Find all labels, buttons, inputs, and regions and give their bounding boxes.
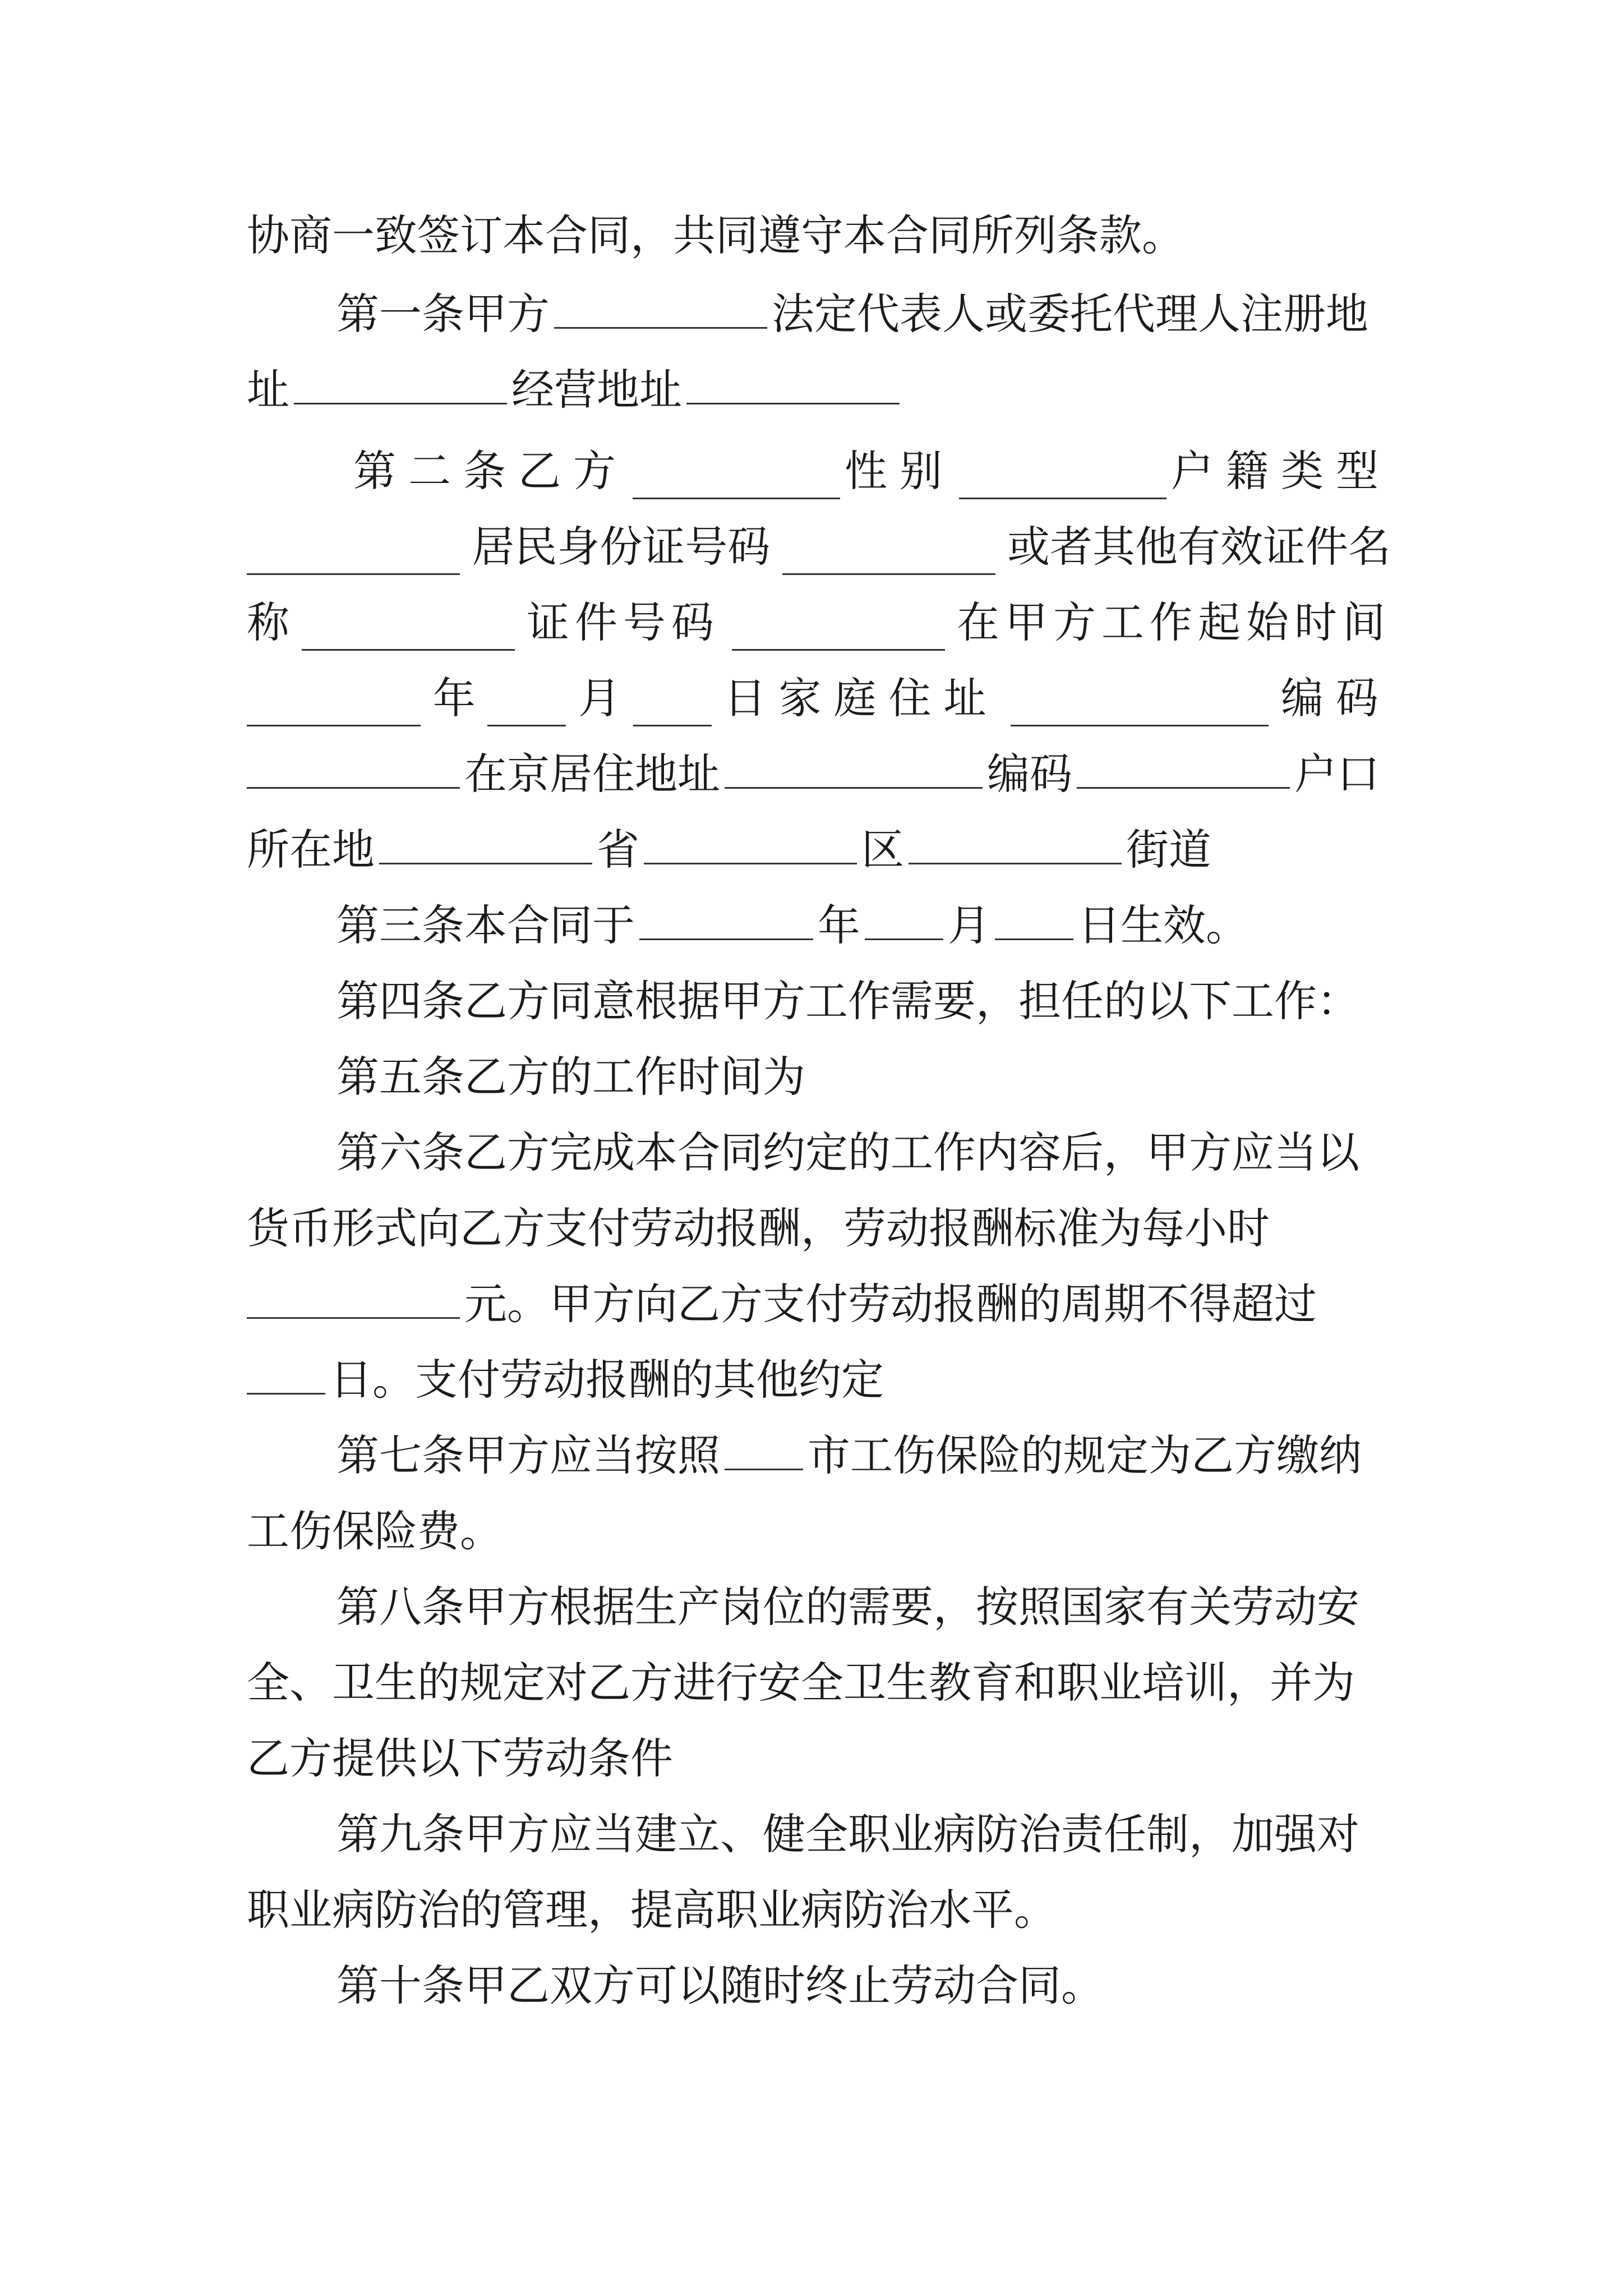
blank-field[interactable] (644, 822, 857, 864)
paragraph-text: 第四条乙方同意根据甲方工作需要，担任的以下工作： (336, 976, 1359, 1026)
paragraph-text: 编码 (1280, 673, 1391, 723)
article-8-line-1 (336, 1579, 1402, 1635)
article-7-line-2 (247, 1503, 1391, 1559)
article-2-line-3 (247, 595, 1391, 651)
article-7-line-1 (336, 1428, 1402, 1484)
paragraph-text: 货币形式向乙方支付劳动报酬，劳动报酬标准为每小时 (247, 1203, 1270, 1253)
blank-field[interactable] (1077, 747, 1290, 789)
paragraph-text: 日生效。 (1078, 900, 1248, 950)
blank-field[interactable] (782, 533, 995, 575)
paragraph-text: 户籍类型 (1171, 446, 1391, 496)
article-8-line-2 (247, 1655, 1391, 1711)
article-2-line-6 (247, 822, 1391, 878)
article-9-line-1 (336, 1806, 1402, 1862)
blank-field[interactable] (302, 609, 515, 651)
article-2-line-4 (247, 670, 1391, 726)
article-5-line (336, 1049, 1402, 1105)
paragraph-text: 或者其他有效证件名 (1007, 522, 1391, 572)
paragraph-text: 省 (597, 825, 639, 875)
blank-field[interactable] (247, 533, 460, 575)
paragraph-text: 乙方提供以下劳动条件 (247, 1733, 673, 1783)
paragraph-text: 月 (948, 900, 990, 950)
blank-field[interactable] (1011, 684, 1269, 726)
paragraph-text: 第九条甲方应当建立、健全职业病防治责任制，加强对 (336, 1809, 1359, 1859)
article-2-line-5 (247, 746, 1391, 802)
paragraph-text: 第八条甲方根据生产岗位的需要，按照国家有关劳动安 (336, 1582, 1359, 1632)
paragraph-text: 职业病防治的管理，提高职业病防治水平。 (247, 1885, 1057, 1935)
paragraph-text: 月 (578, 673, 621, 723)
text-line (247, 208, 1217, 264)
paragraph-text: 协商一致签订本合同，共同遵守本合同所列条款。 (247, 210, 1184, 260)
paragraph-text: 在甲方工作起始时间 (957, 597, 1391, 647)
blank-field[interactable] (725, 747, 983, 789)
paragraph-text: 址 (247, 365, 289, 415)
blank-field[interactable] (247, 1277, 460, 1319)
article-6-line-3 (247, 1276, 1391, 1332)
article-10-line (336, 1958, 1402, 2014)
paragraph-text: 元。甲方向乙方支付劳动报酬的周期不得超过 (464, 1279, 1317, 1329)
article-6-line-2 (247, 1200, 1391, 1257)
paragraph-text: 全、卫生的规定对乙方进行安全卫生教育和职业培训，并为 (247, 1658, 1355, 1708)
blank-field[interactable] (247, 684, 421, 726)
paragraph-text: 市工伤保险的规定为乙方缴纳 (808, 1430, 1362, 1480)
paragraph-text: 街道 (1126, 825, 1211, 875)
paragraph-text: 证件号码 (527, 597, 720, 647)
blank-field[interactable] (865, 898, 943, 940)
blank-field[interactable] (633, 457, 840, 499)
article-1-line-2 (247, 362, 1391, 418)
paragraph-text: 在京居住地址 (464, 749, 720, 799)
paragraph-text: 所在地 (247, 825, 375, 875)
article-2-line-2 (247, 519, 1391, 575)
article-3-line (336, 898, 1402, 954)
paragraph-text: 年 (818, 900, 860, 950)
article-8-line-3 (247, 1731, 1391, 1787)
paragraph-text: 称 (247, 597, 289, 647)
blank-field[interactable] (686, 362, 900, 404)
paragraph-text: 编码 (987, 749, 1072, 799)
paragraph-text: 第三条本合同于 (336, 900, 635, 950)
paragraph-text: 工伤保险费。 (247, 1506, 502, 1556)
paragraph-text: 第一条甲方 (336, 289, 550, 339)
blank-field[interactable] (639, 898, 813, 940)
blank-field[interactable] (725, 1428, 803, 1470)
blank-field[interactable] (247, 1352, 325, 1395)
article-6-line-4 (247, 1352, 1391, 1408)
article-9-line-2 (247, 1882, 1391, 1938)
paragraph-text: 第五条乙方的工作时间为 (336, 1052, 805, 1102)
paragraph-text: 性别 (845, 446, 955, 496)
paragraph-text: 法定代表人或委托代理人注册地 (772, 289, 1368, 339)
blank-field[interactable] (995, 898, 1073, 940)
paragraph-text: 区 (861, 825, 904, 875)
article-1-line-1 (336, 286, 1402, 342)
blank-field[interactable] (554, 287, 767, 329)
paragraph-text: 户口 (1294, 749, 1380, 799)
paragraph-text: 第十条甲乙双方可以随时终止劳动合同。 (336, 1961, 1104, 2010)
paragraph-text: 日家庭住址 (723, 673, 999, 723)
blank-field[interactable] (294, 362, 507, 404)
blank-field[interactable] (487, 684, 566, 726)
blank-field[interactable] (909, 822, 1122, 864)
paragraph-text: 经营地址 (511, 365, 682, 415)
paragraph-text: 居民身份证号码 (472, 522, 771, 572)
blank-field[interactable] (633, 684, 712, 726)
paragraph-text: 第六条乙方完成本合同约定的工作内容后，甲方应当以 (336, 1128, 1359, 1177)
paragraph-text: 日。支付劳动报酬的其他约定 (330, 1355, 884, 1405)
blank-field[interactable] (732, 609, 945, 651)
article-4-line (336, 973, 1419, 1029)
paragraph-text: 第七条甲方应当按照 (336, 1430, 720, 1480)
paragraph-text: 第二条乙方 (353, 446, 628, 496)
article-6-line-1 (336, 1125, 1402, 1181)
blank-field[interactable] (379, 822, 592, 864)
article-2-line-1 (353, 443, 1391, 499)
paragraph-text: 年 (432, 673, 476, 723)
blank-field[interactable] (959, 457, 1166, 499)
blank-field[interactable] (247, 747, 460, 789)
